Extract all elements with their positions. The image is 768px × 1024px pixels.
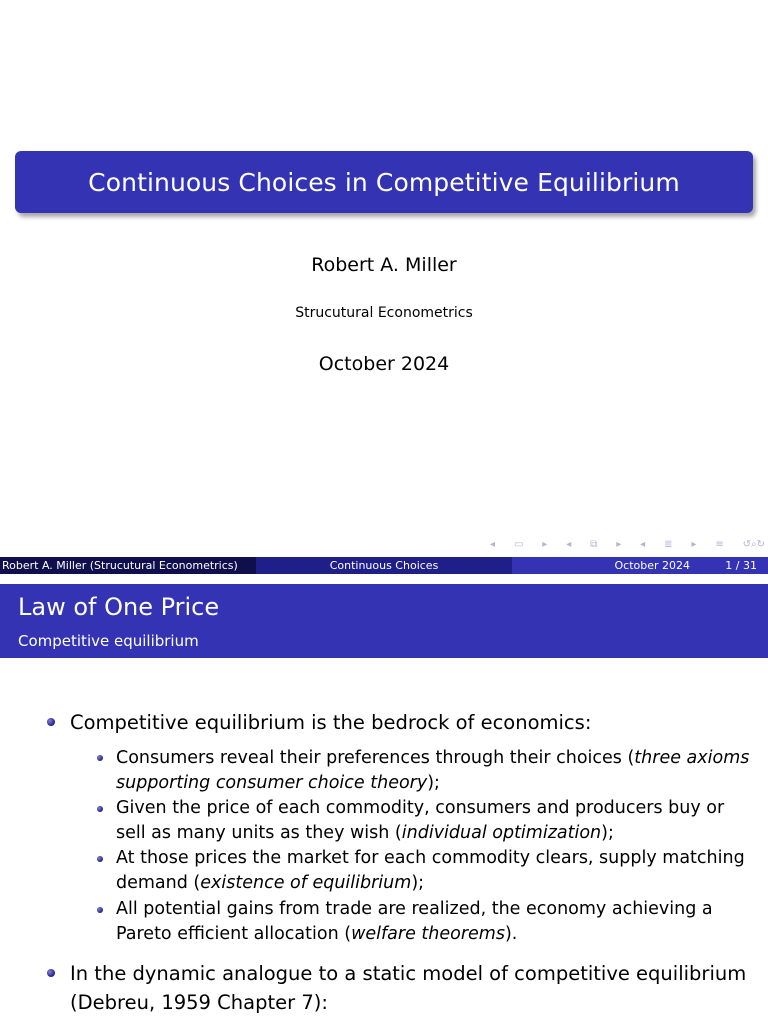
sub-bullet-text (116, 796, 756, 846)
nav-search-icon[interactable]: ↺⌕↻ (742, 539, 765, 550)
presentation-date: October 2024 (318, 353, 450, 375)
nav-align-icon[interactable]: ≡ (715, 539, 724, 550)
sub-bullet-plain: ); (427, 773, 440, 793)
sub-bullet-text (116, 846, 756, 896)
nav-prev-section-icon[interactable]: ◂ (640, 539, 646, 550)
bullet-marker (47, 718, 55, 726)
nav-prev-frame-icon[interactable]: ◂ (490, 539, 496, 550)
sub-bullet-marker (97, 755, 103, 761)
sub-bullet-plain: Given the price of each commodity, consumers and producers buy or sell as many units as they wish ( (116, 798, 725, 843)
sub-bullet-emphasis: existence of equilibrium (200, 873, 412, 893)
title-banner (15, 151, 753, 213)
presentation-title: Continuous Choices in Competitive Equilibrium (88, 167, 680, 197)
author-name: Robert A. Miller (311, 254, 457, 276)
footer-short-title: Continuous Choices (256, 557, 512, 574)
sub-bullet-marker (97, 907, 103, 913)
institute-name: Strucutural Econometrics (295, 305, 473, 321)
footer-page-number: 1 / 31 (725, 559, 757, 572)
slide-content (0, 658, 768, 1024)
sub-bullet-plain: At those prices the market for each commodity clears, supply matching demand ( (116, 848, 745, 893)
footer-right (512, 557, 768, 574)
sub-bullet-text (116, 897, 756, 947)
bullet-text: In the dynamic analogue to a static model of competitive equilibrium (Debreu, 1959 Chapter 7): (70, 962, 747, 1014)
frame-title: Law of One Price (18, 593, 220, 621)
nav-subsection-icon[interactable]: ⧉ (590, 539, 598, 550)
sub-bullet-emphasis: welfare theorems (351, 924, 505, 944)
sub-bullet-emphasis: individual optimization (401, 823, 602, 843)
nav-next-section-icon[interactable]: ▸ (691, 539, 697, 550)
frame-header (0, 584, 768, 658)
sub-bullet-plain: All potential gains from trade are realized, the economy achieving a Pareto efficient allocation ( (116, 899, 713, 944)
frame-subtitle: Competitive equilibrium (18, 632, 199, 650)
beamer-navigation-bar (490, 537, 765, 553)
bullet-marker (47, 969, 55, 977)
sub-bullet-emphasis: three axioms supporting consumer choice theory (116, 748, 750, 793)
sub-bullet-plain: ). (504, 924, 518, 944)
sub-bullet-plain: ); (411, 873, 425, 893)
footer-date: October 2024 (614, 559, 690, 572)
sub-bullet-plain: Consumers reveal their preferences through their choices ( (116, 748, 635, 768)
slide-footer (0, 557, 768, 574)
nav-next-subsection-icon[interactable]: ▸ (616, 539, 622, 550)
nav-frame-icon[interactable]: ▭ (513, 539, 524, 550)
sub-bullet-plain: ); (601, 823, 614, 843)
sub-bullet-marker (97, 856, 103, 862)
footer-author: Robert A. Miller (Strucutural Econometrics) (0, 557, 256, 574)
nav-prev-subsection-icon[interactable]: ◂ (566, 539, 572, 550)
nav-section-icon[interactable]: ≣ (664, 539, 673, 550)
sub-bullet-text (116, 746, 756, 796)
bullet-text: Competitive equilibrium is the bedrock of economics: (70, 711, 592, 734)
nav-next-frame-icon[interactable]: ▸ (542, 539, 548, 550)
sub-bullet-marker (97, 806, 103, 812)
